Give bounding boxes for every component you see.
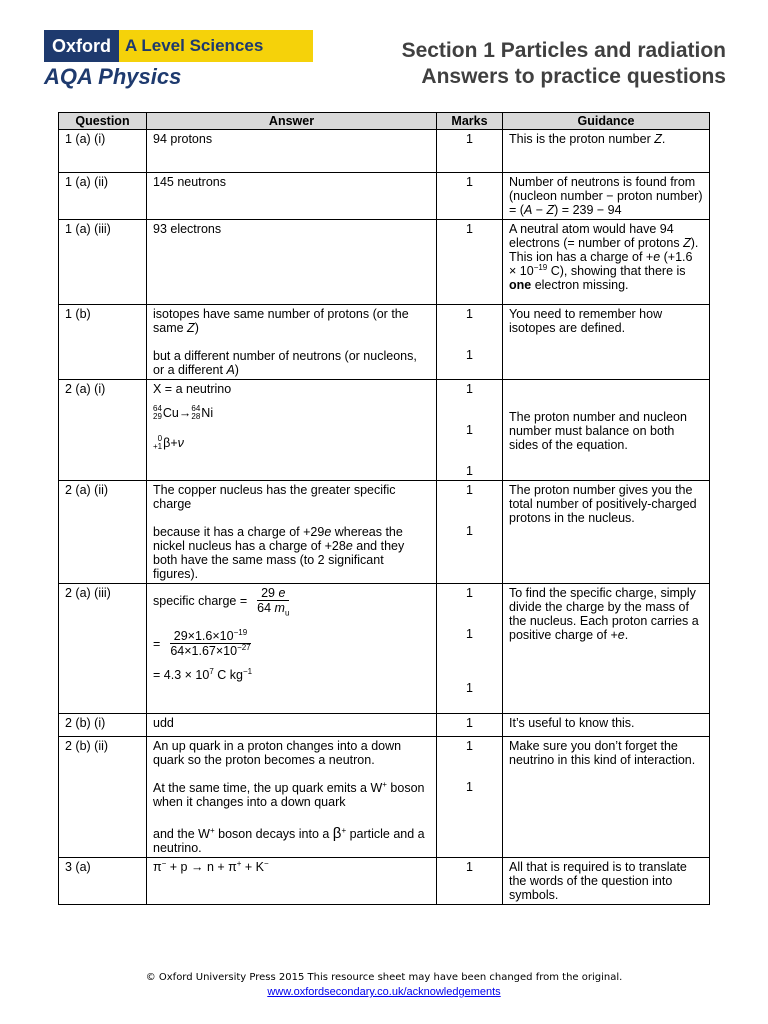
section-title-line1: Section 1 Particles and radiation: [401, 39, 726, 62]
question-cell: 1 (b): [59, 305, 147, 380]
table-header-row: [59, 113, 710, 130]
specific-charge-formula: specific charge = $\frac{29 e}{64 m_u}$: [153, 586, 290, 618]
answer-cell: π− + p → n + π+ + K−: [147, 858, 437, 905]
brand-series: A Level Sciences: [119, 30, 313, 62]
acknowledgements-link[interactable]: www.oxfordsecondary.co.uk/acknowledgements: [267, 986, 501, 998]
answer-cell: isotopes have same number of protons (or the same Z) but a different number of neutrons (or nucleons, or a different A): [147, 305, 437, 380]
table-row: [59, 481, 710, 584]
answer-cell: 145 neutrons: [147, 173, 437, 220]
question-cell: 1 (a) (ii): [59, 173, 147, 220]
marks-cell: 1 1: [437, 305, 503, 380]
header-marks: Marks: [437, 113, 503, 130]
footer: [0, 972, 768, 998]
answer-cell: [147, 584, 437, 714]
question-cell: 2 (b) (ii): [59, 737, 147, 858]
question-cell: 2 (a) (ii): [59, 481, 147, 584]
header-question: Question: [59, 113, 147, 130]
answer-cell: The copper nucleus has the greater specific charge because it has a charge of +29e whereas the nickel nucleus has a charge of +28e and they both have the same mass (to 2 significant figures).: [147, 481, 437, 584]
question-cell: 2 (a) (iii): [59, 584, 147, 714]
specific-charge-result: = $4.3 \times 10^7$ C $kg^{-1}$: [153, 666, 253, 682]
table-row: [59, 737, 710, 858]
brand-oxford: Oxford: [44, 30, 119, 62]
answer-cell: X = a neutrino 64 29 Cu → 64 28 Ni 0 +1 β + ν: [147, 380, 437, 481]
guidance-cell: Make sure you don’t forget the neutrino in this kind of interaction.: [503, 737, 710, 858]
question-cell: 1 (a) (iii): [59, 220, 147, 305]
header-guidance: Guidance: [503, 113, 710, 130]
guidance-cell: All that is required is to translate the words of the question into symbols.: [503, 858, 710, 905]
marks-cell: 1: [437, 714, 503, 737]
marks-cell: 1: [437, 130, 503, 173]
footer-copyright: © Oxford University Press 2015 This resource sheet may have been changed from the original.: [145, 972, 623, 983]
guidance-cell: To find the specific charge, simply divide the charge by the mass of the nucleus. Each proton carries a positive charge of +e.: [503, 584, 710, 714]
table-row: [59, 858, 710, 905]
guidance-cell: The proton number gives you the total number of positively-charged protons in the nucleus.: [503, 481, 710, 584]
decay-equation: 64 29 Cu → 64 28 Ni: [153, 404, 214, 421]
header-answer: Answer: [147, 113, 437, 130]
guidance-cell: It’s useful to know this.: [503, 714, 710, 737]
table-row: [59, 714, 710, 737]
answer-cell: 93 electrons: [147, 220, 437, 305]
answer-cell: An up quark in a proton changes into a down quark so the proton becomes a neutron. At the same time, the up quark emits a W+ boson when it changes into a down quark and the W+ boson decays into a β+ particle and a neutrino.: [147, 737, 437, 858]
question-cell: 3 (a): [59, 858, 147, 905]
table-row: [59, 173, 710, 220]
guidance-cell: Number of neutrons is found from (nucleon number − proton number) = (A − Z) = 239 − 94: [503, 173, 710, 220]
question-cell: 1 (a) (i): [59, 130, 147, 173]
guidance-cell: This is the proton number Z.: [503, 130, 710, 173]
marks-cell: 1 1: [437, 481, 503, 584]
brand-logo: [44, 30, 313, 62]
section-title: [402, 38, 726, 90]
guidance-cell: You need to remember how isotopes are defined.: [503, 305, 710, 380]
marks-cell: 1 1 1: [437, 584, 503, 714]
subject-title: AQA Physics: [44, 64, 182, 89]
table-row: [59, 584, 710, 714]
decay-products: 0 +1 β + ν: [153, 434, 184, 451]
guidance-cell: The proton number and nucleon number must balance on both sides of the equation.: [503, 380, 710, 481]
question-cell: 2 (a) (i): [59, 380, 147, 481]
answers-table: [58, 112, 710, 905]
marks-cell: 1: [437, 220, 503, 305]
section-title-line2: Answers to practice questions: [421, 65, 726, 88]
specific-charge-substitution: = $\frac{29\times 1.6\times 10^{-19}}{64\times 1.67\times 10^{-27}}$: [153, 627, 251, 658]
table-row: [59, 305, 710, 380]
marks-cell: 1 1 1: [437, 380, 503, 481]
marks-cell: 1 1: [437, 737, 503, 858]
guidance-cell: A neutral atom would have 94 electrons (= number of protons Z). This ion has a charge of +e ($+1.6 \times 10^{-19}$ C), showing that there is one electron missing.: [503, 220, 710, 305]
question-cell: 2 (b) (i): [59, 714, 147, 737]
table-row: [59, 380, 710, 481]
table-row: [59, 130, 710, 173]
marks-cell: 1: [437, 173, 503, 220]
answer-cell: 94 protons: [147, 130, 437, 173]
answer-cell: udd: [147, 714, 437, 737]
table-row: [59, 220, 710, 305]
marks-cell: 1: [437, 858, 503, 905]
